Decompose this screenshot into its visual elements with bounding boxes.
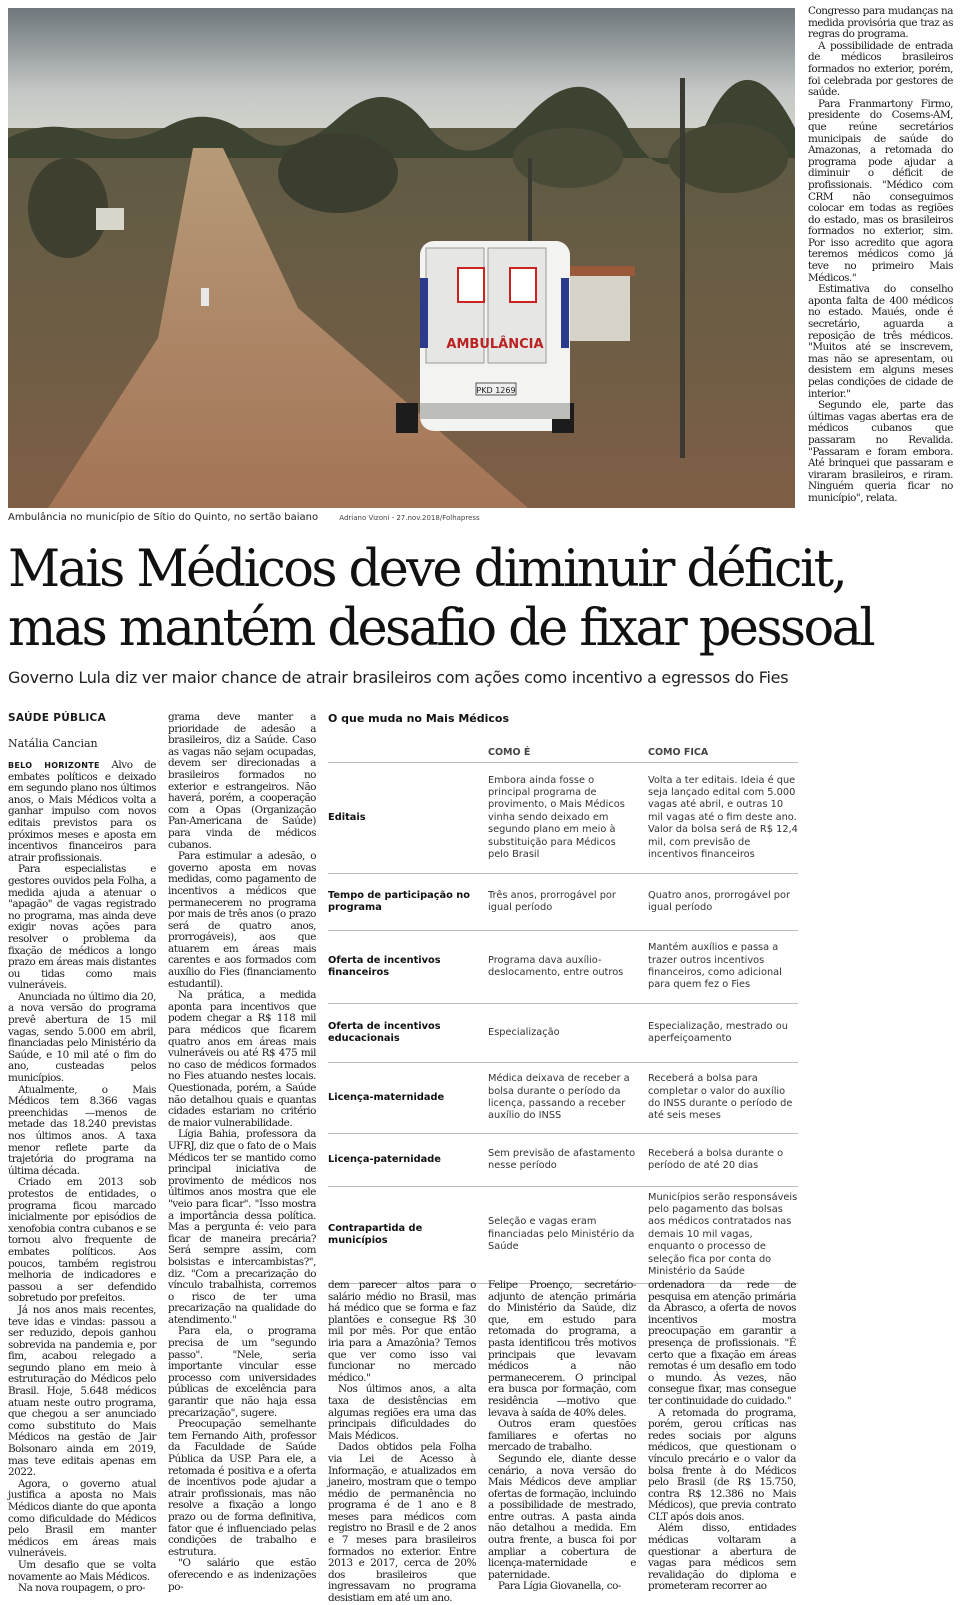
row-before: Sem previsão de afastamento nesse período (488, 1147, 636, 1171)
paragraph: Agora, o governo atual justifica a aposta no Mais Médicos diante do que aponta como dificuldade do Médicos pelo Brasil em manter médicos em áreas mais vulneráveis. (8, 1477, 156, 1560)
row-label: Contrapartida de municípios (328, 1222, 423, 1246)
table-row (328, 874, 798, 931)
comparison-table (328, 712, 798, 1284)
table-row (328, 763, 798, 874)
paragraph: Para ela, o programa precisa de um "segundo passo". "Nele, seria importante vincular esse processo com universidades públicas de excelência para garantir que não haja essa precarização", sugere. (168, 1325, 316, 1419)
row-before: Embora ainda fosse o principal programa de provimento, o Mais Médicos vinha sendo deixado em segundo plano em meio à substituição para Médicos pelo Brasil (488, 774, 625, 861)
row-after: Volta a ter editais. Ideia é que seja lançado edital com 5.000 vagas até abril, e outras 10 mil vagas até o fim deste ano. Valor da bolsa será de R$ 12,4 mil, com previsão de incentivos financeiros (648, 774, 798, 861)
paragraph: Dados obtidos pela Folha via Lei de Acesso à Informação, e atualizados em janeiro, mostram que o tempo médio de permanência no programa é de 1 ano e 8 meses para médicos com registro no Brasil e de 2 anos e 7 meses para brasileiros formados no exterior. Entre 2013 e 2017, cerca de 20% dos brasileiros que ingressavam no programa desistiam em até um ano. (328, 1441, 476, 1605)
license-plate: PKD 1269 (476, 386, 516, 395)
article-column-4 (488, 1280, 636, 1593)
row-after: Quatro anos, prorrogável por igual período (648, 889, 791, 913)
row-before: Programa dava auxílio-deslocamento, entre outros (488, 954, 624, 978)
table-title: O que muda no Mais Médicos (328, 712, 510, 725)
paragraph: A possibilidade de entrada de médicos brasileiros formados no exterior, porém, foi celebrada por gestores de saúde. (808, 39, 953, 99)
table-header (328, 734, 798, 763)
section-label: SAÚDE PÚBLICA (8, 712, 106, 724)
headline-line-2: mas mantém desafio de fixar pessoal (8, 599, 874, 658)
row-after: Municípios serão responsáveis pelo pagamento das bolsas aos médicos contratados nas demais 10 mil vagas, enquanto o processo de seleção fica por conta do Ministério da Saúde (648, 1191, 798, 1278)
top-right-column (808, 6, 953, 505)
table-row (328, 1063, 798, 1134)
lead-paragraph: BELO HORIZONTE Alvo de embates políticos e deixado em segundo plano nos últimos anos, o Mais Médicos volta a ganhar impulso com novos editais previstos para os próximos meses e aposta em incentivos financeiros para atrair profissionais. (8, 759, 157, 864)
paragraph: Atualmente, o Mais Médicos tem 8.366 vagas preenchidas —menos de metade das 18.240 previstas nos últimos anos. A taxa menor reflete parte da trajetória do programa na última década. (8, 1083, 156, 1177)
paragraph: Preocupação semelhante tem Fernando Aith, professor da Faculdade de Saúde Pública da USP. Para ele, a retomada é positiva e a oferta de incentivos pode ajudar a atrair profissionais, mas não resolve a fixação a longo prazo ou de forma definitiva, fator que é influenciado pelas condições de trabalho e estrutura. (168, 1418, 316, 1558)
row-label: Licença-paternidade (328, 1153, 441, 1165)
paragraph: Um desafio que se volta novamente ao Mais Médicos. (8, 1558, 156, 1583)
table-row (328, 931, 798, 1004)
row-before: Seleção e vagas eram financiadas pelo Ministério da Saúde (488, 1216, 635, 1253)
paragraph: Nos últimos anos, a alta taxa de desistências em algumas regiões era uma das principais dificuldades do Mais Médicos. (328, 1383, 476, 1442)
paragraph: Outros eram questões familiares e ofertas no mercado de trabalho. (488, 1418, 636, 1454)
news-photo (8, 8, 795, 508)
row-label: Licença-maternidade (328, 1091, 445, 1103)
paragraph: Para Franmartony Firmo, presidente do Cosems-AM, que reúne secretários municipais de saúde do Amazonas, a retomada do programa pode ajudar a diminuir o déficit de profissionais. "Médico com CRM não conseguimos colocar em todas as regiões do estado, mas os brasileiros formados no exterior, sim. Por isso acredito que agora teremos médicos como já teve no primeiro Mais Médicos." (808, 97, 953, 284)
header-como-e: COMO É (488, 747, 531, 758)
paragraph: ordenadora da rede de pesquisa em atenção primária da Abrasco, a oferta de novos incentivos mostra preocupação em garantir a presença de profissionais. "É certo que a fixação em áreas remotas é um desafio em todo o mundo. Às vezes, não consegue fixar, mas consegue ter continuidade do cuidado." (648, 1279, 796, 1407)
headline (8, 540, 953, 658)
paragraph: Estimativa do conselho aponta falta de 400 médicos no estado. Maués, onde é secretário, aguarda a reposição de três médicos. "Muitos até se inscrevem, mas não se apresentam, ou desistem em alguns meses pelas condições de cidade de interior." (808, 283, 953, 400)
row-before: Médica deixava de receber a bolsa durante o período da licença, passando a receber auxílio do INSS (488, 1073, 630, 1122)
paragraph: Para especialistas e gestores ouvidos pela Folha, a medida ajuda a atenuar o "apagão" de vagas registrado no programa, mas ainda deve exigir novas ações para resolver o problema da fixação de médicos a longo prazo em áreas mais distantes ou tidas como mais vulneráveis. (8, 863, 156, 992)
paragraph: "O salário que estão oferecendo e as indenizações po- (168, 1557, 316, 1593)
paragraph: Para estimular a adesão, o governo aposta em novas medidas, como pagamento de incentivos a médicos que permanecerem no programa por mais de três anos (o prazo será de quatro anos, prorrogáveis), aos que atuarem em áreas mais carentes e aos formados com auxílio do Fies (financiamento estudantil). (168, 850, 316, 990)
author-byline: Natália Cancian (8, 737, 98, 750)
headline-line-1: Mais Médicos deve diminuir déficit, (8, 540, 846, 599)
row-after: Especialização, mestrado ou aperfeiçoamento (648, 1020, 788, 1044)
ambulance-text: AMBULÂNCIA (446, 337, 544, 352)
paragraph: Segundo ele, diante desse cenário, a nova versão do Mais Médicos deve ampliar ofertas de formação, incluindo a possibilidade de mestrado, entre outras. A pasta ainda não detalhou a medida. Em outra frente, a busca foi por ampliar a cobertura de licença-maternidade e paternidade. (488, 1452, 636, 1581)
header-como-fica: COMO FICA (648, 747, 709, 758)
row-before: Especialização (488, 1026, 560, 1038)
article-column-5 (648, 1280, 796, 1593)
paragraph: Anunciada no último dia 20, a nova versão do programa prevê abertura de 15 mil vagas, sendo 5.000 em abril, financiadas pelo Ministério da Saúde, e 10 mil até o fim do ano, custeadas pelos municípios. (8, 990, 156, 1085)
row-after: Receberá a bolsa para completar o valor do auxílio do INSS durante o período de até seis meses (648, 1073, 793, 1122)
paragraph: dem parecer altos para o salário médio no Brasil, mas há médico que se forma e faz plantões e consegue R$ 30 mil por mês. Por que então iria para a Amazônia? Temos que ver como isso vai funcionar no mercado médico." (328, 1279, 476, 1384)
paragraph: Lígia Bahia, professora da UFRJ, diz que o fato de o Mais Médicos ter se mantido como principal iniciativa de provimento de médicos nos últimos anos mostra que ele "veio para ficar". "Isso mostra a importância dessa política. Mas a pergunta é: veio para ficar de maneira precária? Será sempre assim, com bolsistas e intercambistas?", diz. "Com a precarização do vínculo trabalhista, corremos o risco de ter uma precarização na qualidade do atendimento." (168, 1128, 316, 1326)
dateline: BELO HORIZONTE (8, 761, 100, 770)
photo-credit: Adriano Vizoni - 27.nov.2018/Folhapress (339, 514, 480, 522)
paragraph: A retomada do programa, porém, gerou críticas nas redes sociais por alguns médicos, que questionam o vínculo precário e o valor da bolsa frente à do Médicos pelo Brasil (de R$ 15.750, contra R$ 12.386 no Mais Médicos), que previa contrato CLT após dois anos. (648, 1406, 796, 1523)
caption-text: Ambulância no município de Sítio do Quinto, no sertão baiano (8, 512, 319, 523)
row-after: Mantém auxílios e passa a trazer outros incentivos financeiros, como adicional para quem fez o Fies (648, 942, 782, 991)
ambulance-photo-illustration (8, 8, 795, 508)
paragraph: Além disso, entidades médicas voltaram a questionar a abertura de vagas para médicos sem revalidação do diploma e prometeram recorrer ao (648, 1522, 796, 1593)
row-label: Oferta de incentivos financeiros (328, 954, 441, 978)
paragraph: Já nos anos mais recentes, teve idas e vindas: passou a ser reduzido, depois ganhou sobrevida na pandemia e, por fim, acabou relegado a segundo plano em meio à estruturação do Médicos pelo Brasil. Hoje, 5.648 médicos atuam neste outro programa, que chegou a ser anunciado como substituto do Mais Médicos na gestão de Jair Bolsonaro ainda em 2019, mas teve editais apenas em 2022. (8, 1303, 156, 1479)
paragraph: Segundo ele, parte das últimas vagas abertas era de médicos cubanos que passaram no Revalida. "Passaram e foram embora. Até brinquei que passaram e viraram brasileiros, e riram. Ninguém queria ficar no município", relata. (808, 399, 953, 504)
row-before: Três anos, prorrogável por igual período (488, 889, 616, 913)
table-row (328, 1187, 798, 1284)
table-row (328, 1134, 798, 1187)
paragraph: Para Lígia Giovanella, co- (498, 1580, 621, 1593)
article-column-1 (8, 760, 156, 1595)
paragraph: Felipe Proenço, secretário-adjunto de atenção primária do Ministério da Saúde, diz que, em estudo para retomada do programa, a pasta identificou três motivos principais que levavam médicos a não permanecerem. O principal era busca por formação, com residência —motivo que levava à saída de 40% deles. (488, 1279, 636, 1419)
article-column-2 (168, 712, 316, 1593)
paragraph: grama deve manter a prioridade de adesão a brasileiros, diz a Saúde. Caso as vagas não sejam ocupadas, devem ser direcionadas a brasileiros formados no exterior e estrangeiros. Não haverá, porém, a cooperação com a Opas (Organização Pan-Americana de Saúde) para vinda de médicos cubanos. (168, 711, 316, 851)
paragraph: Congresso para mudanças na medida provisória que traz as regras do programa. (808, 5, 953, 41)
row-label: Tempo de participação no programa (328, 889, 471, 913)
article-column-3 (328, 1280, 476, 1605)
deck-subtitle: Governo Lula diz ver maior chance de atrair brasileiros com ações como incentivo a egressos do Fies (8, 668, 789, 687)
paragraph: Na prática, a medida aponta para incentivos que podem chegar a R$ 118 mil para médicos que ficarem quatro anos em áreas mais vulneráveis ou até R$ 475 mil no caso de médicos formados no Fies atuando nestes locais. Questionada, porém, a Saúde não detalhou quais e quantas cidades estariam no critério de maior vulnerabilidade. (168, 989, 316, 1129)
paragraph: Criado em 2013 sob protestos de entidades, o programa ficou marcado inicialmente por episódios de xenofobia contra cubanos e se tornou alvo frequente de embates políticos. Aos poucos, também registrou melhoria de indicadores e passou a ser defendido sobretudo por prefeitos. (8, 1176, 156, 1305)
photo-caption (8, 512, 480, 523)
table-row (328, 1004, 798, 1063)
row-after: Receberá a bolsa durante o período de até 20 dias (648, 1147, 784, 1171)
row-label: Editais (328, 811, 366, 823)
row-label: Oferta de incentivos educacionais (328, 1020, 441, 1044)
paragraph: Na nova roupagem, o pro- (18, 1582, 146, 1595)
